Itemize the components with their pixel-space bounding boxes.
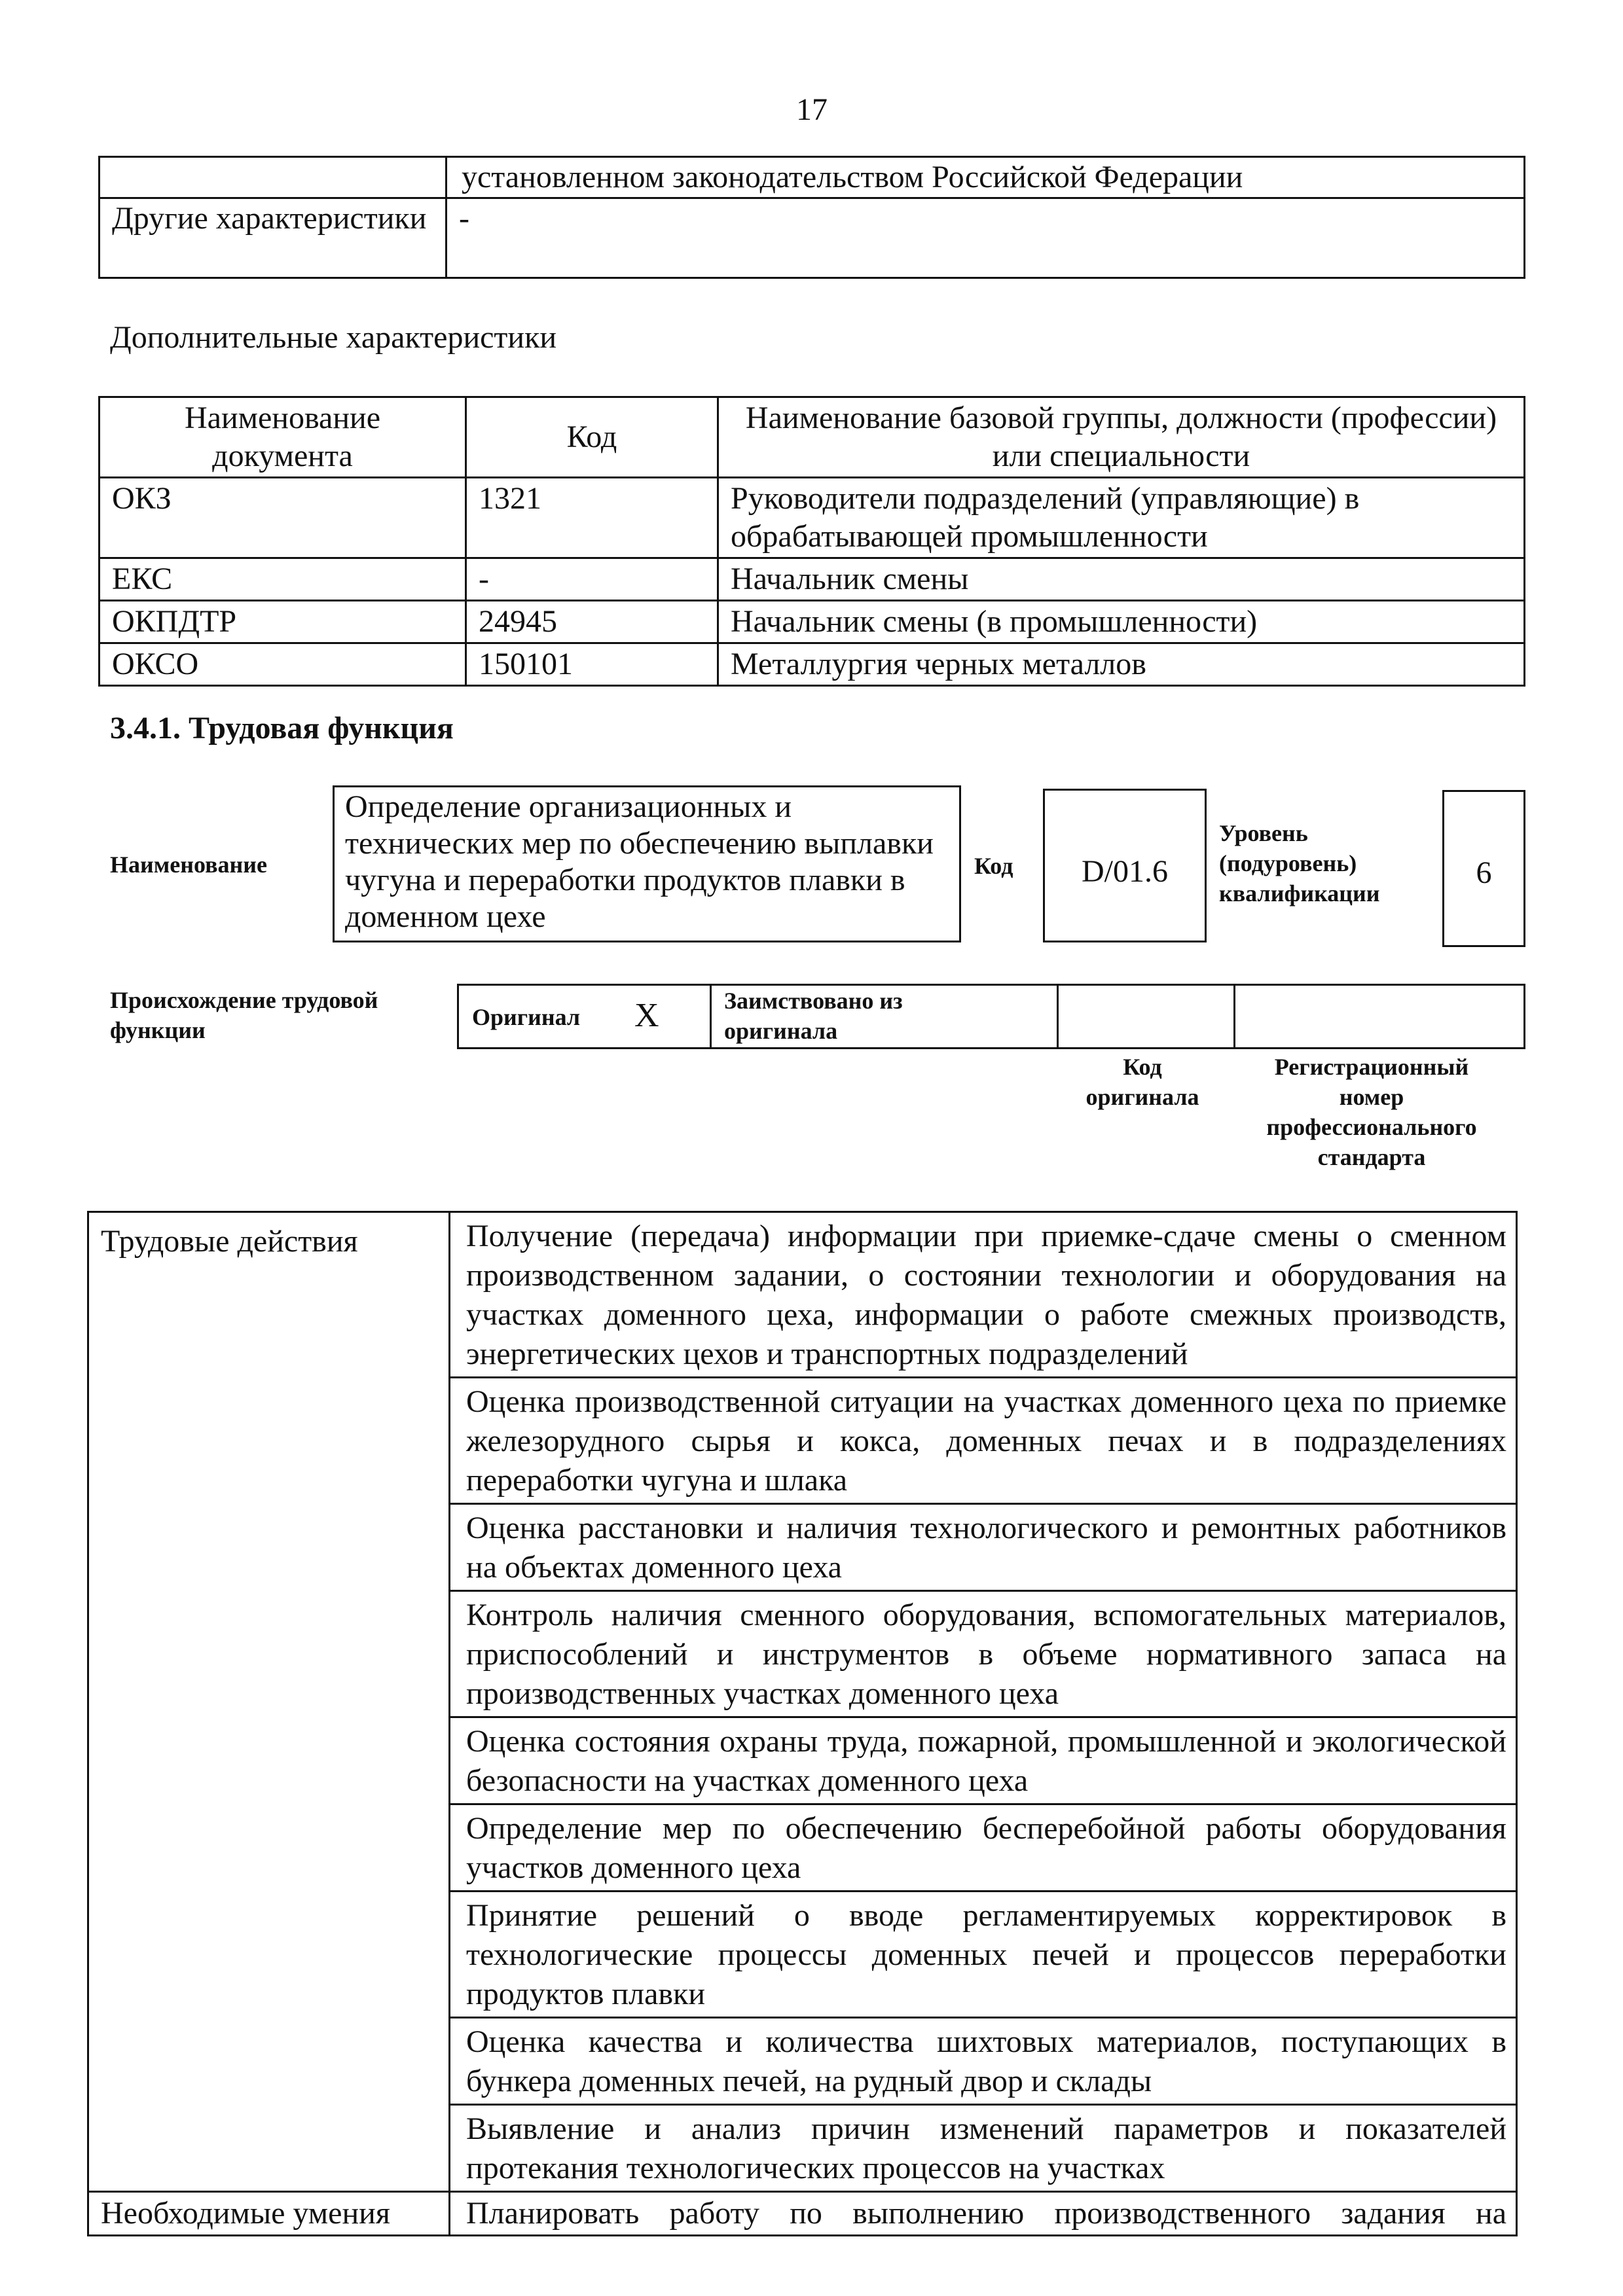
function-code-label: Код	[974, 853, 1013, 879]
code-original-caption: Код оригинала	[1085, 1054, 1199, 1110]
function-code-value: D/01.6	[1082, 854, 1168, 889]
table-cell: 1321	[466, 478, 718, 558]
other-characteristics-table	[98, 156, 1525, 279]
reg-number-caption: Регистрационный номер профессионального стандарта	[1266, 1054, 1477, 1170]
table-cell: Начальник смены	[718, 558, 1525, 601]
other-characteristics-value: -	[447, 198, 1525, 278]
qualification-level-box	[1442, 790, 1525, 947]
legal-text: установленном законодательством Российской Федерации	[447, 157, 1525, 198]
extra-characteristics-table	[98, 396, 1525, 687]
function-name-box	[333, 785, 961, 942]
header-group: Наименование базовой группы, должности (профессии) или специальности	[718, 397, 1525, 478]
action-item: Получение (передача) информации при приемке-сдаче смены о сменном производственном задании, о состоянии технологии и оборудования на участках доменного цеха, информации о работе смежных производств, энергетических цехов и транспортных подразделений	[450, 1212, 1517, 1378]
action-item: Оценка качества и количества шихтовых материалов, поступающих в бункера доменных печей, на рудный двор и склады	[450, 2018, 1517, 2105]
origin-label: Происхождение трудовой функции	[110, 987, 378, 1043]
header-code: Код	[466, 397, 718, 478]
labour-actions-table	[87, 1211, 1518, 2236]
qualification-level-value: 6	[1476, 855, 1492, 890]
action-item: Оценка расстановки и наличия технологического и ремонтных работников на объектах доменного цеха	[450, 1504, 1517, 1591]
origin-box	[457, 984, 1525, 1049]
action-item: Принятие решений о вводе регламентируемых корректировок в технологические процессы доменных печей и процессов переработки продуктов плавки	[450, 1892, 1517, 2018]
table-cell: -	[466, 558, 718, 601]
skills-label: Необходимые умения	[88, 2192, 450, 2236]
table-cell: ЕКС	[100, 558, 466, 601]
function-code-box	[1043, 789, 1207, 942]
qualification-level-label: Уровень (подуровень) квалификации	[1219, 820, 1380, 906]
table-cell: 24945	[466, 601, 718, 643]
action-item: Оценка состояния охраны труда, пожарной, промышленной и экологической безопасности на участках доменного цеха	[450, 1717, 1517, 1804]
header-document: Наименование документа	[100, 397, 466, 478]
action-item: Выявление и анализ причин изменений параметров и показателей протекания технологических процессов на участках	[450, 2105, 1517, 2192]
origin-divider	[1233, 986, 1235, 1047]
table-cell: Металлургия черных металлов	[718, 643, 1525, 686]
origin-divider	[710, 986, 712, 1047]
original-mark: X	[634, 997, 659, 1034]
action-item: Оценка производственной ситуации на участках доменного цеха по приемке железорудного сырья и кокса, доменных печах и в подразделениях переработки чугуна и шлака	[450, 1378, 1517, 1504]
table-cell: ОКПДТР	[100, 601, 466, 643]
action-item: Контроль наличия сменного оборудования, вспомогательных материалов, приспособлений и инструментов в объеме нормативного запаса на производственных участках доменного цеха	[450, 1591, 1517, 1717]
borrowed-label: Заимствовано из оригинала	[724, 988, 903, 1044]
origin-divider	[1057, 986, 1059, 1047]
skills-item: Планировать работу по выполнению производственного задания на	[450, 2192, 1517, 2236]
table-cell: 150101	[466, 643, 718, 686]
extra-characteristics-title: Дополнительные характеристики	[110, 320, 557, 355]
section-title: 3.4.1. Трудовая функция	[110, 711, 454, 745]
other-characteristics-label: Другие характеристики	[100, 198, 447, 278]
original-label: Оригинал	[472, 1004, 581, 1030]
table-cell: ОКСО	[100, 643, 466, 686]
actions-label: Трудовые действия	[88, 1212, 450, 2192]
table-cell: Начальник смены (в промышленности)	[718, 601, 1525, 643]
table-cell: ОКЗ	[100, 478, 466, 558]
function-name-value: Определение организационных и технических мер по обеспечению выплавки чугуна и переработки продуктов плавки в доменном цехе	[345, 789, 934, 934]
page-number: 17	[796, 92, 828, 127]
empty-cell	[100, 157, 447, 198]
function-name-label: Наименование	[110, 852, 267, 878]
action-item: Определение мер по обеспечению бесперебойной работы оборудования участков доменного цеха	[450, 1804, 1517, 1892]
table-cell: Руководители подразделений (управляющие) в обрабатывающей промышленности	[718, 478, 1525, 558]
